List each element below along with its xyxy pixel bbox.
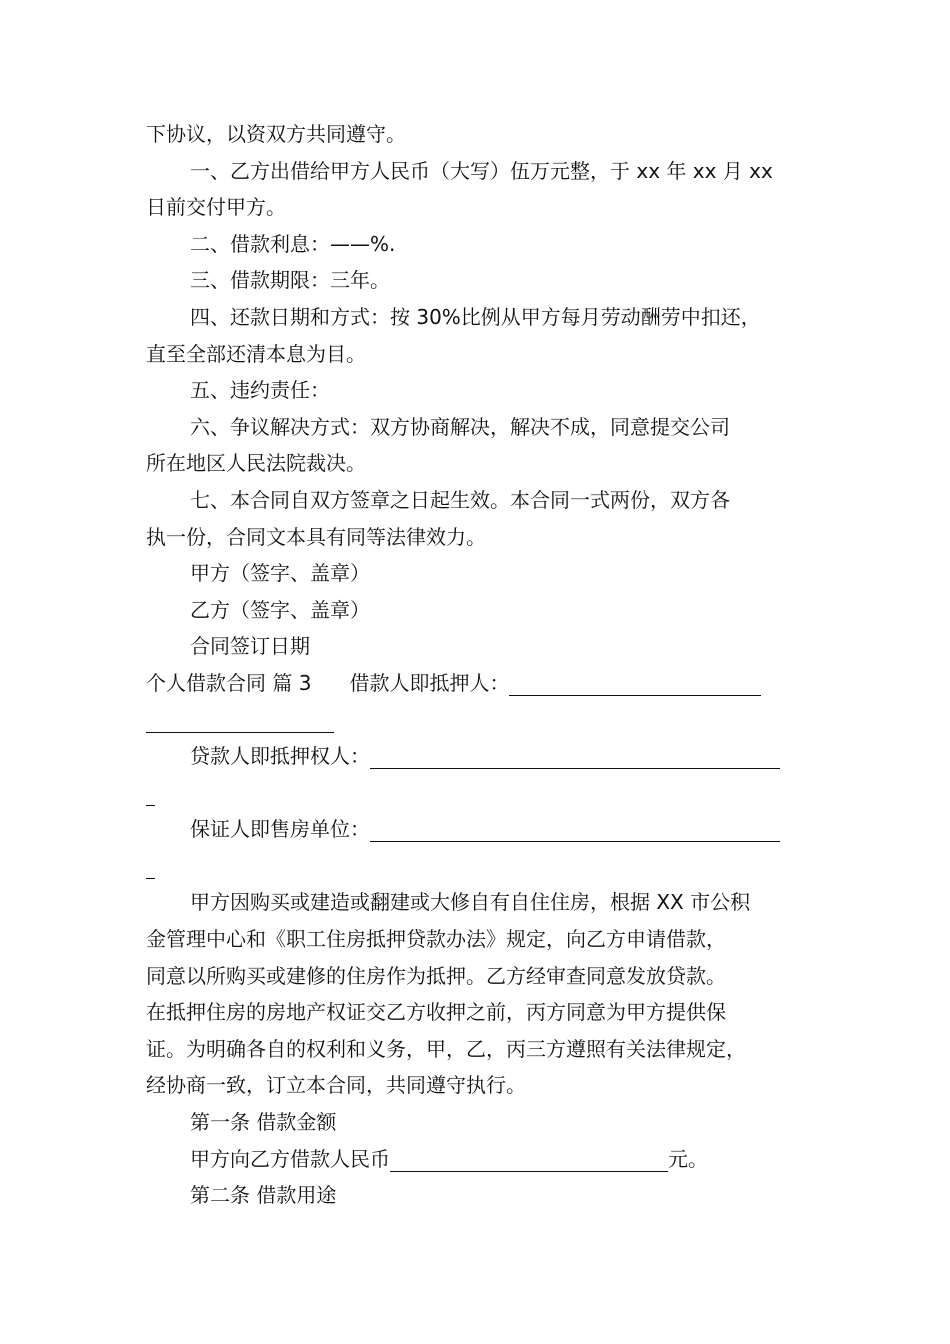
party-b-signature: 乙方（签字、盖章）: [190, 597, 370, 622]
blank-continuation: [146, 775, 810, 812]
guarantor-blank-cont: [146, 854, 155, 879]
paragraph-line: 在抵押住房的房地产权证交乙方收押之前，丙方同意为甲方提供保: [146, 1000, 726, 1025]
clause-1: 一、乙方出借给甲方人民币（大写）伍万元整，于 xx 年 xx 月 xx: [190, 158, 773, 183]
clause-7: 七、本合同自双方签章之日起生效。本合同一式两份，双方各: [190, 487, 730, 512]
guarantor-label: 保证人即售房单位：: [190, 817, 370, 842]
lender-line: [146, 738, 810, 775]
paragraph-line: 经协商一致，订立本合同，共同遵守执行。: [146, 1073, 526, 1098]
document-page: [146, 116, 810, 1214]
blank-continuation: [146, 702, 810, 739]
loan-amount-label: 甲方向乙方借款人民币: [190, 1146, 390, 1171]
contract-date: 合同签订日期: [190, 634, 310, 659]
clause-6: 六、争议解决方式：双方协商解决，解决不成，同意提交公司: [190, 414, 730, 439]
currency-unit: 元。: [668, 1146, 708, 1171]
clause-3: 三、借款期限：三年。: [190, 268, 390, 293]
lender-blank-cont: [146, 781, 155, 806]
borrower-label: 借款人即抵押人：: [349, 670, 510, 695]
article-2-title: 第二条 借款用途: [190, 1183, 337, 1208]
text-line: 直至全部还清本息为目。: [146, 341, 366, 366]
text-line: 下协议，以资双方共同遵守。: [146, 122, 406, 146]
blank-continuation: [146, 848, 810, 885]
text-line: 所在地区人民法院裁决。: [146, 451, 366, 476]
lender-blank: [370, 744, 780, 769]
text-line: 日前交付甲方。: [146, 195, 286, 220]
lender-label: 贷款人即抵押权人：: [190, 744, 370, 769]
text-line: 执一份，合同文本具有同等法律效力。: [146, 524, 486, 549]
paragraph-line: 证。为明确各自的权利和义务，甲，乙，丙三方遵照有关法律规定，: [146, 1036, 746, 1061]
paragraph-line: 同意以所购买或建修的住房作为抵押。乙方经审查同意发放贷款。: [146, 963, 726, 988]
section-3-heading: 个人借款合同 篇 3: [146, 670, 312, 695]
borrower-blank: [509, 671, 761, 696]
borrower-blank-cont: [146, 708, 334, 733]
guarantor-line: [146, 811, 810, 848]
guarantor-blank: [370, 817, 780, 842]
clause-2: 二、借款利息：——%.: [190, 231, 396, 256]
clause-5: 五、违约责任：: [190, 378, 330, 403]
section-3-heading-line: [146, 665, 810, 702]
party-a-signature: 甲方（签字、盖章）: [190, 561, 370, 586]
clause-4: 四、还款日期和方式：按 30%比例从甲方每月劳动酬劳中扣还，: [190, 304, 761, 329]
article-1-text: [146, 1141, 810, 1178]
article-1-title: 第一条 借款金额: [190, 1110, 337, 1135]
paragraph-line: 甲方因购买或建造或翻建或大修自有自住住房，根据 XX 市公积: [190, 890, 751, 915]
paragraph-line: 金管理中心和《职工住房抵押贷款办法》规定，向乙方申请借款，: [146, 927, 726, 952]
loan-amount-blank: [390, 1147, 668, 1172]
